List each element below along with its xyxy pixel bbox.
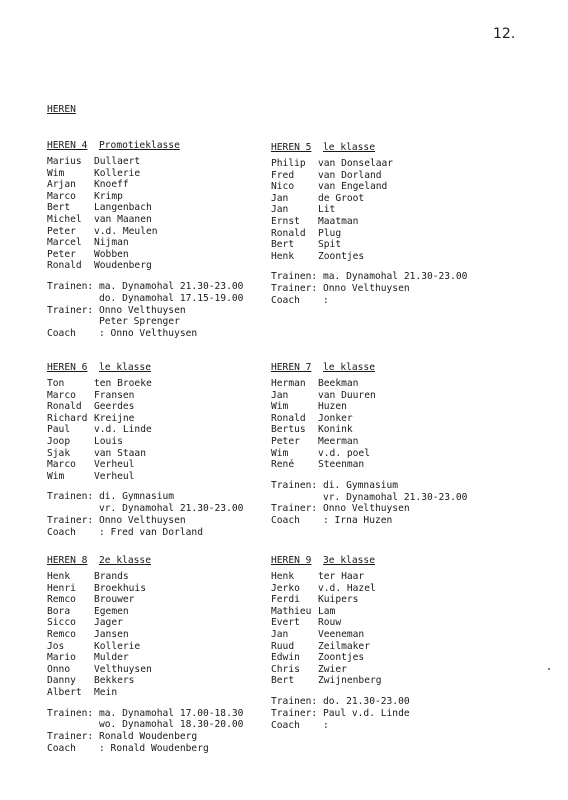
player-row [47, 571, 287, 583]
team-name: HEREN 4 [47, 140, 88, 151]
team-block-heren-5 [271, 141, 511, 307]
player-first-name: Ernst [271, 215, 300, 227]
player-last-name: Egemen [94, 605, 129, 617]
spacer [271, 687, 511, 696]
trainer-name: Paul v.d. Linde [323, 707, 410, 719]
player-last-name: Beekman [318, 378, 359, 389]
player-first-name: Herman [271, 378, 306, 389]
training-time: ma. Dynamohal 21.30-23.00 [99, 280, 244, 292]
player-last-name: Knoeff [94, 179, 129, 191]
player-row [271, 664, 511, 676]
team-header [271, 141, 511, 154]
player-last-name: van Donselaar [318, 158, 394, 169]
player-first-name: Remco [47, 594, 76, 606]
player-first-name: Ferdi [271, 594, 300, 606]
coach-label: Coach [47, 526, 76, 538]
player-row [271, 583, 511, 595]
coach-name: : Ronald Woudenberg [99, 742, 209, 754]
coach-name: : [323, 719, 329, 731]
player-last-name: Velthuysen [94, 663, 152, 675]
player-last-name: Zoontjes [318, 652, 365, 664]
player-last-name: ter Haar [318, 571, 365, 582]
player-row [271, 641, 511, 653]
speck-mark [548, 668, 550, 670]
player-last-name: Fransen [94, 389, 135, 401]
player-row [271, 606, 511, 618]
player-last-name: Verheul [94, 459, 135, 471]
player-first-name: René [271, 459, 295, 471]
spacer [47, 482, 287, 491]
player-last-name: van Maanen [94, 213, 152, 225]
player-list [47, 378, 287, 482]
player-first-name: Joop [47, 435, 71, 447]
player-row [271, 594, 511, 606]
player-last-name: Lam [318, 605, 336, 617]
player-first-name: Edwin [271, 652, 300, 664]
player-first-name: Henk [271, 250, 295, 262]
player-first-name: Wim [271, 447, 289, 459]
player-last-name: v.d. Hazel [318, 582, 376, 594]
player-first-name: Bert [271, 239, 295, 251]
team-block-heren-9 [271, 554, 511, 731]
player-last-name: Nijman [94, 237, 129, 249]
player-row [47, 168, 287, 180]
training-row [271, 492, 511, 504]
player-first-name: Marco [47, 389, 76, 401]
player-row [47, 675, 287, 687]
player-last-name: Spit [318, 239, 342, 251]
team-block-heren-4 [47, 139, 287, 340]
player-last-name: Meerman [318, 435, 359, 447]
player-first-name: Ruud [271, 640, 295, 652]
trainer-row [47, 515, 287, 527]
player-first-name: Bert [47, 202, 71, 214]
player-row [47, 629, 287, 641]
trainer-name: Peter Sprenger [99, 316, 180, 328]
player-last-name: Konink [318, 424, 353, 436]
player-last-name: Rouw [318, 617, 342, 629]
player-first-name: Henk [47, 571, 71, 582]
team-block-heren-7 [271, 361, 511, 527]
training-row [271, 271, 511, 283]
trainer-label: Trainer: [47, 514, 94, 526]
player-first-name: Remco [47, 628, 76, 640]
player-last-name: Kollerie [94, 640, 141, 652]
player-row [47, 260, 287, 272]
player-row [47, 687, 287, 699]
player-first-name: Jan [271, 628, 289, 640]
player-last-name: Maatman [318, 215, 359, 227]
player-list [271, 378, 511, 471]
player-first-name: Jan [271, 204, 289, 216]
team-class: le klasse [323, 142, 375, 153]
player-first-name: Ronald [47, 401, 82, 413]
player-row [271, 158, 511, 170]
player-last-name: Veeneman [318, 628, 365, 640]
training-time: ma. Dynamohal 17.00-18.30 [99, 707, 244, 719]
team-class: 2e klasse [99, 555, 151, 566]
training-time: ma. Dynamohal 21.30-23.00 [323, 271, 468, 283]
player-row [47, 179, 287, 191]
player-row [47, 378, 287, 390]
player-last-name: Zwier [318, 663, 347, 675]
player-last-name: Plug [318, 227, 342, 239]
player-row [271, 228, 511, 240]
team-header [47, 554, 287, 567]
player-first-name: Ronald [47, 260, 82, 272]
team-name: HEREN 6 [47, 362, 88, 373]
trainer-label: Trainer: [271, 707, 318, 719]
spacer [47, 272, 287, 281]
coach-label: Coach [271, 719, 300, 731]
player-row [271, 193, 511, 205]
training-row [47, 491, 287, 503]
training-time: do. 21.30-23.00 [323, 695, 410, 707]
player-first-name: Nico [271, 181, 295, 193]
player-list [271, 571, 511, 687]
player-row [47, 583, 287, 595]
player-last-name: Zwijnenberg [318, 675, 382, 687]
player-row [47, 413, 287, 425]
team-block-heren-8 [47, 554, 287, 755]
player-first-name: Fred [271, 169, 295, 181]
player-row [271, 239, 511, 251]
player-list [47, 156, 287, 272]
coach-label: Coach [47, 742, 76, 754]
player-row [47, 390, 287, 402]
trainer-label: Trainer: [271, 283, 318, 295]
player-last-name: Huzen [318, 401, 347, 413]
player-first-name: Jos [47, 640, 65, 652]
training-time: do. Dynamohal 17.15-19.00 [99, 292, 244, 304]
player-first-name: Jan [271, 192, 289, 204]
trainer-row [47, 305, 287, 317]
player-first-name: Sicco [47, 617, 76, 629]
player-last-name: van Duuren [318, 389, 376, 401]
spacer [271, 471, 511, 480]
player-last-name: Langenbach [94, 202, 152, 214]
coach-name: : Irna Huzen [323, 515, 393, 527]
team-name: HEREN 7 [271, 362, 312, 373]
training-label: Trainen: [271, 271, 318, 283]
coach-row [271, 295, 511, 307]
team-header [47, 361, 287, 374]
trainer-row [47, 731, 287, 743]
player-first-name: Peter [271, 435, 300, 447]
player-row [47, 459, 287, 471]
player-last-name: Krimp [94, 190, 123, 202]
team-class: 3e klasse [323, 555, 375, 566]
trainer-name: Onno Velthuysen [323, 503, 410, 515]
training-time: wo. Dynamohal 18.30-20.00 [99, 719, 244, 731]
coach-label: Coach [271, 515, 300, 527]
coach-label: Coach [47, 328, 76, 340]
coach-row [271, 720, 511, 732]
player-last-name: Jager [94, 617, 123, 629]
coach-row [47, 527, 287, 539]
player-row [47, 448, 287, 460]
coach-row [47, 743, 287, 755]
player-first-name: Onno [47, 663, 71, 675]
player-row [271, 401, 511, 413]
trainer-label: Trainer: [47, 304, 94, 316]
coach-name: : [323, 294, 329, 306]
training-label: Trainen: [47, 280, 94, 292]
player-row [47, 471, 287, 483]
trainer-label: Trainer: [271, 503, 318, 515]
player-first-name: Marcel [47, 237, 82, 249]
player-row [47, 237, 287, 249]
player-first-name: Peter [47, 248, 76, 260]
player-last-name: Verheul [94, 470, 135, 482]
training-row [47, 708, 287, 720]
player-first-name: Marco [47, 459, 76, 471]
player-first-name: Bora [47, 605, 71, 617]
player-row [271, 378, 511, 390]
player-first-name: Ton [47, 378, 65, 389]
player-first-name: Arjan [47, 179, 76, 191]
team-class: Promotieklasse [99, 140, 180, 151]
training-row [47, 503, 287, 515]
player-row [271, 204, 511, 216]
trainer-name: Onno Velthuysen [99, 514, 186, 526]
player-row [47, 156, 287, 168]
team-name: HEREN 9 [271, 555, 312, 566]
player-first-name: Bert [271, 675, 295, 687]
player-row [271, 436, 511, 448]
player-first-name: Mathieu [271, 605, 312, 617]
player-first-name: Bertus [271, 424, 306, 436]
coach-name: : Onno Velthuysen [99, 328, 198, 340]
player-first-name: Paul [47, 424, 71, 436]
player-row [271, 413, 511, 425]
player-first-name: Richard [47, 412, 88, 424]
player-last-name: Zeilmaker [318, 640, 370, 652]
player-row [47, 249, 287, 261]
player-last-name: Woudenberg [94, 260, 152, 272]
player-row [271, 675, 511, 687]
player-last-name: Kreijne [94, 412, 135, 424]
team-header [47, 139, 287, 152]
team-header [271, 554, 511, 567]
spacer [47, 699, 287, 708]
player-row [47, 594, 287, 606]
player-first-name: Jerko [271, 582, 300, 594]
player-first-name: Wim [47, 470, 65, 482]
player-first-name: Marco [47, 190, 76, 202]
training-time: di. Gymnasium [99, 491, 175, 503]
player-row [271, 181, 511, 193]
player-row [271, 390, 511, 402]
player-last-name: Bekkers [94, 675, 135, 687]
player-row [47, 202, 287, 214]
player-first-name: Jan [271, 389, 289, 401]
trainer-name: Onno Velthuysen [99, 304, 186, 316]
team-class: le klasse [323, 362, 375, 373]
player-row [47, 641, 287, 653]
player-row [271, 629, 511, 641]
player-last-name: Kuipers [318, 594, 359, 606]
player-row [47, 214, 287, 226]
page-number: 12. [493, 26, 516, 42]
player-last-name: ten Broeke [94, 378, 152, 389]
player-last-name: Mulder [94, 652, 129, 664]
player-last-name: Jansen [94, 628, 129, 640]
player-last-name: van Staan [94, 447, 146, 459]
player-last-name: Zoontjes [318, 250, 365, 262]
trainer-row [271, 283, 511, 295]
training-label: Trainen: [47, 491, 94, 503]
player-row [47, 436, 287, 448]
training-label: Trainen: [271, 695, 318, 707]
team-header [271, 361, 511, 374]
team-block-heren-6 [47, 361, 287, 539]
player-first-name: Marius [47, 156, 82, 167]
player-first-name: Ronald [271, 227, 306, 239]
player-row [47, 226, 287, 238]
player-last-name: v.d. Meulen [94, 225, 158, 237]
player-last-name: Geerdes [94, 401, 135, 413]
section-title: HEREN [47, 104, 76, 115]
player-last-name: Wobben [94, 248, 129, 260]
player-row [47, 664, 287, 676]
spacer [271, 262, 511, 271]
trainer-name: Onno Velthuysen [323, 283, 410, 295]
player-first-name: Peter [47, 225, 76, 237]
trainer-name: Ronald Woudenberg [99, 731, 198, 743]
player-row [271, 170, 511, 182]
training-label: Trainen: [271, 479, 318, 491]
player-row [47, 191, 287, 203]
training-time: vr. Dynamohal 21.30-23.00 [99, 503, 244, 515]
player-last-name: Broekhuis [94, 582, 146, 594]
player-last-name: Jonker [318, 412, 353, 424]
training-row [271, 480, 511, 492]
coach-name: : Fred van Dorland [99, 526, 203, 538]
player-last-name: van Dorland [318, 169, 382, 181]
training-row [47, 293, 287, 305]
training-row [47, 281, 287, 293]
training-label: Trainen: [47, 707, 94, 719]
player-row [271, 617, 511, 629]
coach-label: Coach [271, 294, 300, 306]
player-first-name: Mario [47, 652, 76, 664]
player-last-name: Kollerie [94, 167, 141, 179]
team-class: le klasse [99, 362, 151, 373]
player-last-name: v.d. Linde [94, 424, 152, 436]
player-first-name: Wim [47, 167, 65, 179]
player-row [47, 424, 287, 436]
player-first-name: Danny [47, 675, 76, 687]
player-last-name: Mein [94, 686, 118, 698]
player-row [271, 216, 511, 228]
trainer-row [47, 316, 287, 328]
player-last-name: de Groot [318, 192, 365, 204]
player-first-name: Chris [271, 663, 300, 675]
player-row [47, 401, 287, 413]
player-last-name: Brouwer [94, 594, 135, 606]
player-row [271, 448, 511, 460]
player-row [47, 617, 287, 629]
player-row [47, 652, 287, 664]
player-row [47, 606, 287, 618]
training-time: vr. Dynamohal 21.30-23.00 [323, 491, 468, 503]
player-first-name: Sjak [47, 447, 71, 459]
player-row [271, 652, 511, 664]
team-name: HEREN 8 [47, 555, 88, 566]
player-first-name: Ronald [271, 412, 306, 424]
training-row [47, 719, 287, 731]
training-time: di. Gymnasium [323, 479, 399, 491]
coach-row [47, 328, 287, 340]
trainer-row [271, 708, 511, 720]
trainer-row [271, 503, 511, 515]
player-first-name: Albert [47, 686, 82, 698]
coach-row [271, 515, 511, 527]
player-last-name: v.d. poel [318, 447, 370, 459]
player-first-name: Henri [47, 582, 76, 594]
player-row [271, 424, 511, 436]
player-last-name: van Engeland [318, 181, 388, 193]
team-name: HEREN 5 [271, 142, 312, 153]
player-last-name: Brands [94, 571, 129, 582]
player-row [271, 459, 511, 471]
player-first-name: Michel [47, 213, 82, 225]
training-row [271, 696, 511, 708]
player-first-name: Wim [271, 401, 289, 413]
player-first-name: Philip [271, 158, 306, 169]
player-list [271, 158, 511, 262]
player-first-name: Evert [271, 617, 300, 629]
player-row [271, 251, 511, 263]
player-last-name: Louis [94, 435, 123, 447]
player-list [47, 571, 287, 699]
player-last-name: Steenman [318, 459, 365, 471]
trainer-label: Trainer: [47, 731, 94, 743]
player-row [271, 571, 511, 583]
player-last-name: Lit [318, 204, 336, 216]
player-last-name: Dullaert [94, 156, 141, 167]
player-first-name: Henk [271, 571, 295, 582]
